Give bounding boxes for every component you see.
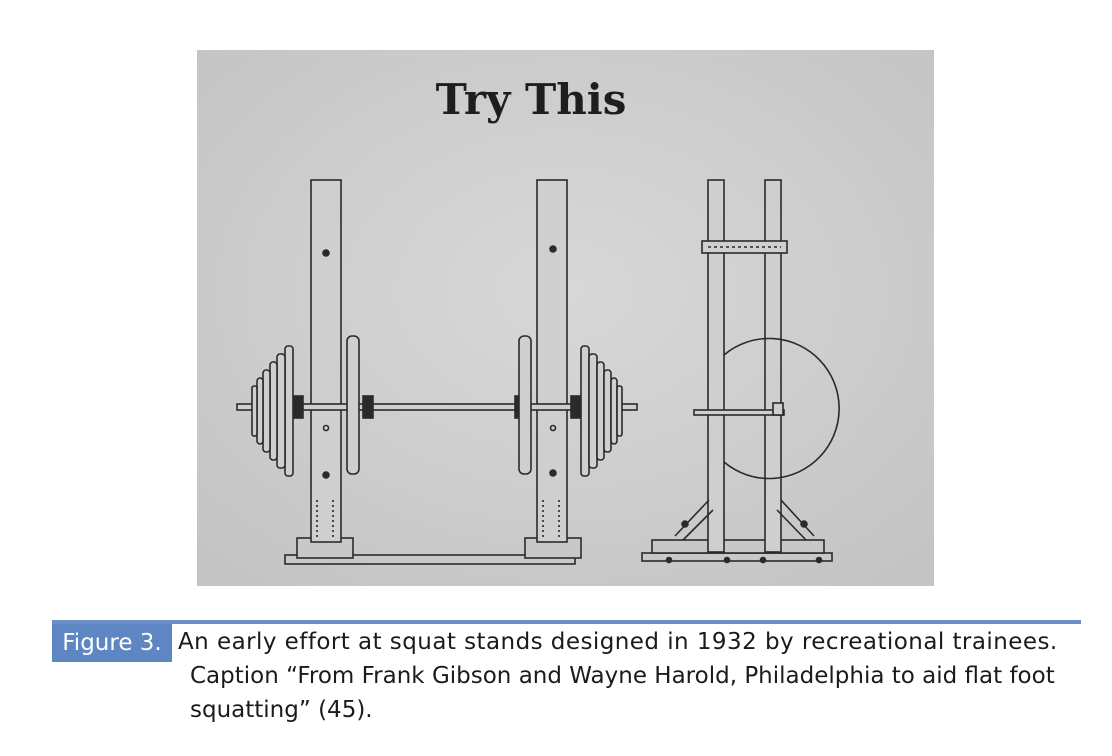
left-upright bbox=[311, 180, 341, 542]
squat-stands-drawing bbox=[197, 50, 934, 586]
caption-line-2: Caption “From Frank Gibson and Wayne Harold, Philadelphia to aid flat foot bbox=[190, 663, 1055, 689]
figure-image bbox=[197, 50, 934, 586]
caption-line-3: squatting” (45). bbox=[190, 697, 373, 723]
figure-caption bbox=[178, 625, 1088, 727]
figure-label: Figure 3. bbox=[52, 624, 172, 662]
image-title: Try This bbox=[435, 75, 627, 124]
caption-line-1: An early effort at squat stands designed in 1932 by recreational trainees. bbox=[178, 629, 1058, 655]
right-upright bbox=[537, 180, 567, 542]
caption-rule bbox=[52, 620, 1081, 624]
